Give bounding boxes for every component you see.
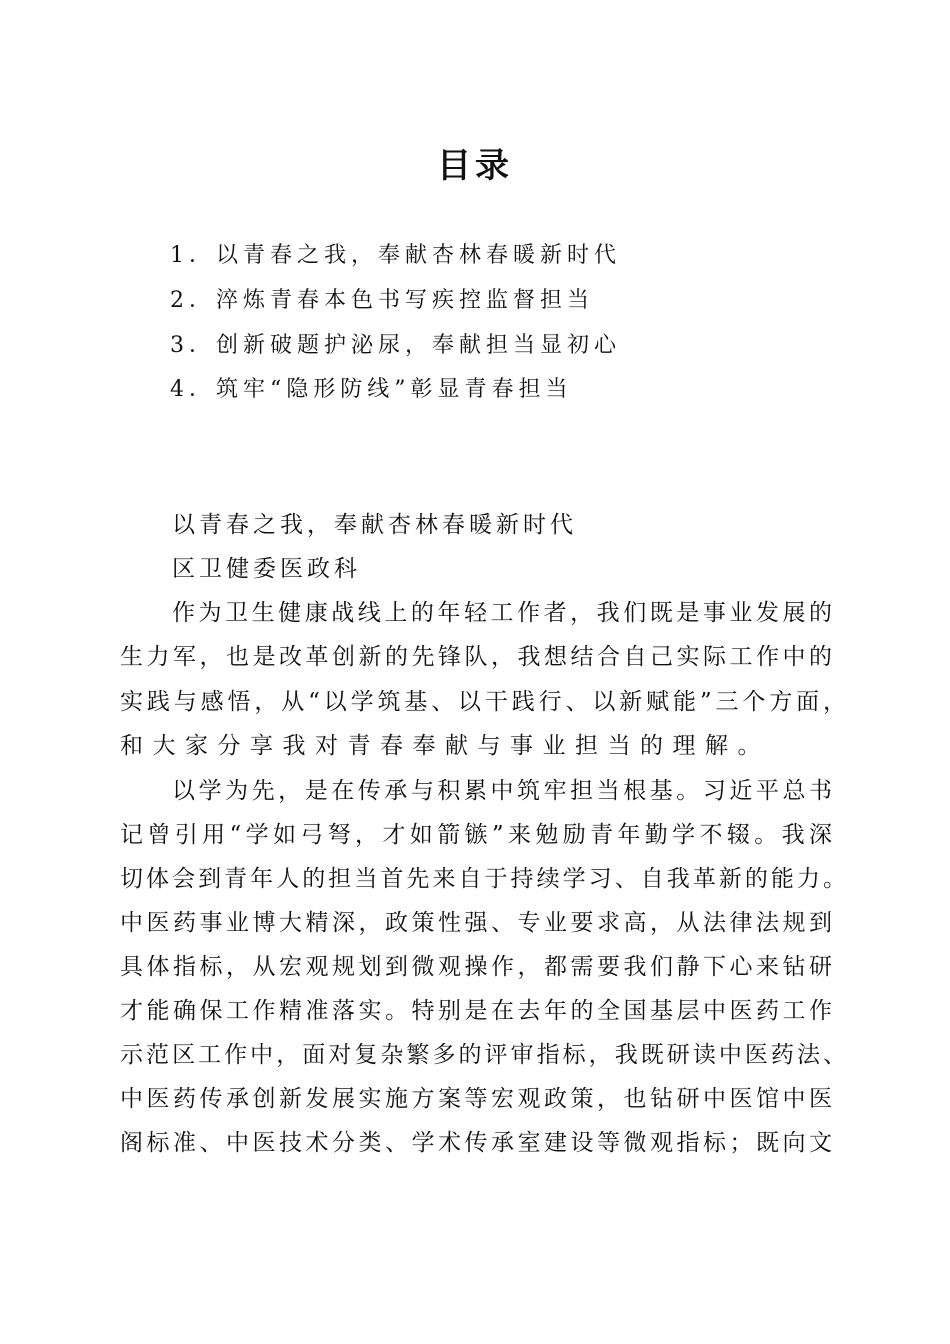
body-line: 中医药传承创新发展实施方案等宏观政策，也钻研中医馆中医	[120, 1086, 832, 1112]
body-line: 和大家分享我对青春奉献与事业担当的理解。	[120, 733, 770, 759]
body-line: 具体指标，从宏观规划到微观操作，都需要我们静下心来钻研	[120, 954, 832, 980]
toc-item-1[interactable]: 1．以青春之我，奉献杏林春暖新时代	[170, 243, 621, 268]
article-department: 区卫健委医政科	[172, 556, 361, 582]
body-line: 作为卫生健康战线上的年轻工作者，我们既是事业发展的	[172, 600, 832, 626]
body-line: 阁标准、中医技术分类、学术传承室建设等微观指标；既向文	[120, 1130, 832, 1156]
body-line: 中医药事业博大精深，政策性强、专业要求高，从法律法规到	[120, 910, 832, 936]
body-line: 示范区工作中，面对复杂繁多的评审指标，我既研读中医药法、	[120, 1042, 846, 1068]
toc-item-2[interactable]: 2．淬炼青春本色书写疾控监督担当	[170, 288, 594, 313]
body-line: 以学为先，是在传承与积累中筑牢担当根基。习近平总书	[172, 778, 832, 804]
article-heading: 以青春之我，奉献杏林春暖新时代	[172, 512, 577, 538]
toc-item-3[interactable]: 3．创新破题护泌尿，奉献担当显初心	[170, 333, 621, 358]
page-title: 目录	[437, 146, 513, 186]
body-line: 才能确保工作精准落实。特别是在去年的全国基层中医药工作	[120, 998, 832, 1024]
body-line: 实践与感悟，从“以学筑基、以干践行、以新赋能”三个方面，	[120, 689, 846, 715]
body-line: 切体会到青年人的担当首先来自于持续学习、自我革新的能力。	[120, 866, 846, 892]
body-line: 生力军，也是改革创新的先锋队，我想结合自己实际工作中的	[120, 644, 832, 670]
body-line: 记曾引用“学如弓弩，才如箭镞”来勉励青年勤学不辍。我深	[120, 822, 832, 848]
toc-item-4[interactable]: 4．筑牢“隐形防线”彰显青春担当	[170, 377, 573, 402]
